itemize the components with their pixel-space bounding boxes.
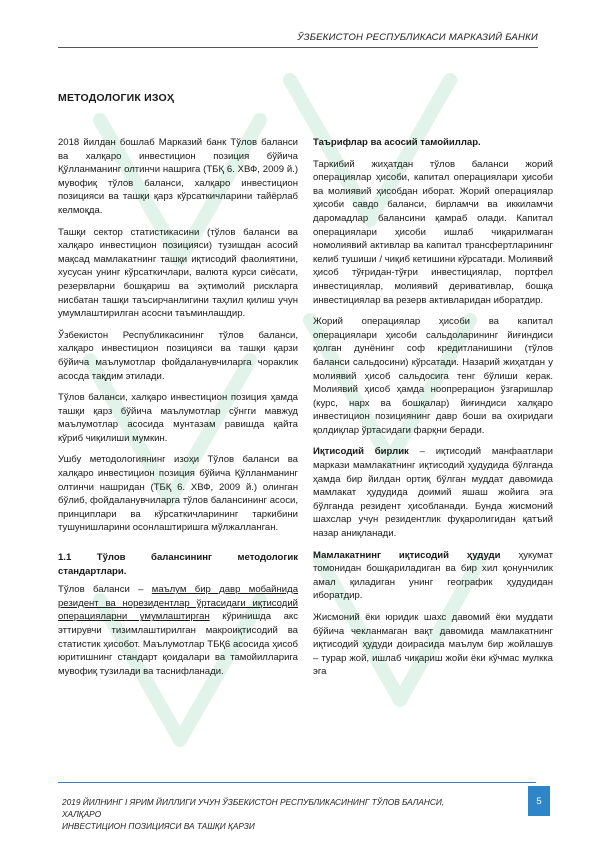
footer-divider xyxy=(58,782,536,783)
definition-rest: кўринишда акс эттирувчи тизимлаштирилган макроиқтисодий ва статистик ҳисобот. Маълумотлар ТБҚ6 асосида ҳисоб юритишнинг стандарт қоидалари ва тамойилларига мувофиқ тузилади ва таснифланади. xyxy=(58,611,298,677)
paragraph: Жорий операциялар ҳисоби ва капитал операциялари ҳисоби сальдоларининг йиғиндиси қолган дунёнинг соф кредитланишини (тўлов баланси сальдосини) кўрсатади. Назарий жиҳатдан у молиявий ҳисоб сальдосига тенг бўлиши керак. Молиявий ҳисоб ҳамда ноопрерацион ўзгаришлар (курс, нарх ва бошқалар) йиғиндиси халқаро инвестицион позициянинг давр боши ва охиридаги қолдиқлар ўртасидаги фарқни беради. xyxy=(313,316,553,436)
definition-paragraph xyxy=(58,583,298,678)
paragraph: 2018 йилдан бошлаб Марказий банк Тўлов баланси ва халқаро инвестицион позиция бўйича Қўлланманинг олтинчи нашрига (ТБҚ 6. ХВФ, 2009 й.) мувофиқ тўлов баланси, халқаро инвестицион позицияси ва ташқи қарз кўрсаткичларини тайёрлаб келмоқда. xyxy=(58,137,298,216)
footer-line: ИНВЕСТИЦИОН ПОЗИЦИЯСИ ВА ТАШҚИ ҚАРЗИ xyxy=(62,821,255,831)
definition-lead: Тўлов баланси – xyxy=(58,584,152,596)
term-definition: – иқтисодий манфаатлари маркази мамлакатнинг иқтисодий ҳудудида бўлганда ҳамда бир йилдан ортиқ бўлган муддат давомида мамлакат ҳудудида доимий яшаш жойига эга бўлганда резидент ҳисобланади. Бунда жисмоний шахслар учун резидентлик фуқаролигидан қатъий назар аниқланади. xyxy=(313,446,553,540)
term-bold: Иқтисодий бирлик xyxy=(313,446,409,458)
paragraph: Ташқи сектор статистикасини (тўлов баланси ва халқаро инвестицион позицияси) тузишдан асосий мақсад мамлакатнинг ташқи иқтисодий фаолиятини, хусусан унинг кўрсаткичлари, валюта курси сиёсати, резервларни бошқариш ва эҳтимолий рискларга нисбатан ташқи таъсирчанлигини таҳлил қилиш учун умумлаштирилган асосни таъминлашдир. xyxy=(58,226,298,320)
term-definition: ҳукумат томонидан бошқариладиган ва бир хил қонунчилик амал қиладиган унинг географик ҳудудидан иборатдир. xyxy=(313,549,553,602)
paragraph: Ушбу методологиянинг изоҳи Тўлов баланси ва халқаро инвестицион позиция бўйича Қўлланманинг олтинчи нашридан (ТБҚ 6. ХВФ, 2009 й.) олинган бўлиб, фойдаланувчиларга тўлов балансининг асоси, принциплари ва кўрсаткичларининг таркибини тушунишларини осонлаштиришга мўлжалланган. xyxy=(58,454,298,534)
institution-name: ЎЗБЕКИСТОН РЕСПУБЛИКАСИ МАРКАЗИЙ БАНКИ xyxy=(297,32,538,43)
page-number: 5 xyxy=(528,786,550,816)
page-footer xyxy=(62,796,472,832)
paragraph: Жисмоний ёки юридик шахс давомий ёки муддати бўйича чекланмаган вақт давомида мамлакатнинг иқтисодий ҳудуди доирасида маълум бир жойлашув – турар жой, ишлаб чиқариш жойи ёки кўчмас мулкка эга xyxy=(313,612,553,678)
definition-underlined: маълум бир давр мобайнида резидент ва норезидентлар ўртасидаги иқтисодий операцияларни умумлаштирган xyxy=(58,584,298,623)
section-title: 1.1 Тўлов балансининг методологик стандартлари. xyxy=(58,552,298,577)
footer-line: 2019 ЙИЛНИНГ I ЯРИМ ЙИЛЛИГИ УЧУН ЎЗБЕКИСТОН РЕСПУБЛИКАСИНИНГ ТЎЛОВ БАЛАНСИ, ХАЛҚАРО xyxy=(62,797,445,819)
paragraph xyxy=(313,549,553,603)
page-title: МЕТОДОЛОГИК ИЗОҲ xyxy=(58,92,175,104)
right-column xyxy=(313,136,553,687)
paragraph: Таркибий жиҳатдан тўлов баланси жорий операциялар ҳисоби, капитал операциялари ҳисоби ва молиявий ҳисобдан иборат. Жорий операциялар ҳисоби савдо баланси, бирламчи ва иккиламчи даромадлар балансини қамраб олади. Капитал операциялари ҳисоби ишлаб чиқарилмаган номолиявий активлар ва капитал трансфертларининг келиб тушиши / чиқиб кетишини кўрсатади. Молиявий ҳисоб тўғридан-тўғри инвестициялар, портфел инвестициялар, молиявий деривативлар, бошқа инвестициялар ва резерв активларидан иборатдир. xyxy=(313,158,553,306)
paragraph: Тўлов баланси, халқаро инвестицион позиция ҳамда ташқи қарз бўйича маълумотлар сўнгги мавжуд маълумотлар асосида мунтазам равишда қайта кўриб чиқилиши мумкин. xyxy=(58,392,298,444)
term-bold: Мамлакатнинг иқтисодий ҳудуди xyxy=(313,549,501,561)
paragraph: Ўзбекистон Республикасининг тўлов баланси, халқаро инвестицион позицияси ва ташқи қарзи бўйича маълумотлар фойдаланувчиларга чораклик асосда тақдим этилади. xyxy=(58,329,298,382)
page-header xyxy=(58,32,538,48)
section-heading: Таърифлар ва асосий тамойиллар. xyxy=(313,137,481,148)
paragraph xyxy=(313,445,553,540)
left-column xyxy=(58,136,298,686)
